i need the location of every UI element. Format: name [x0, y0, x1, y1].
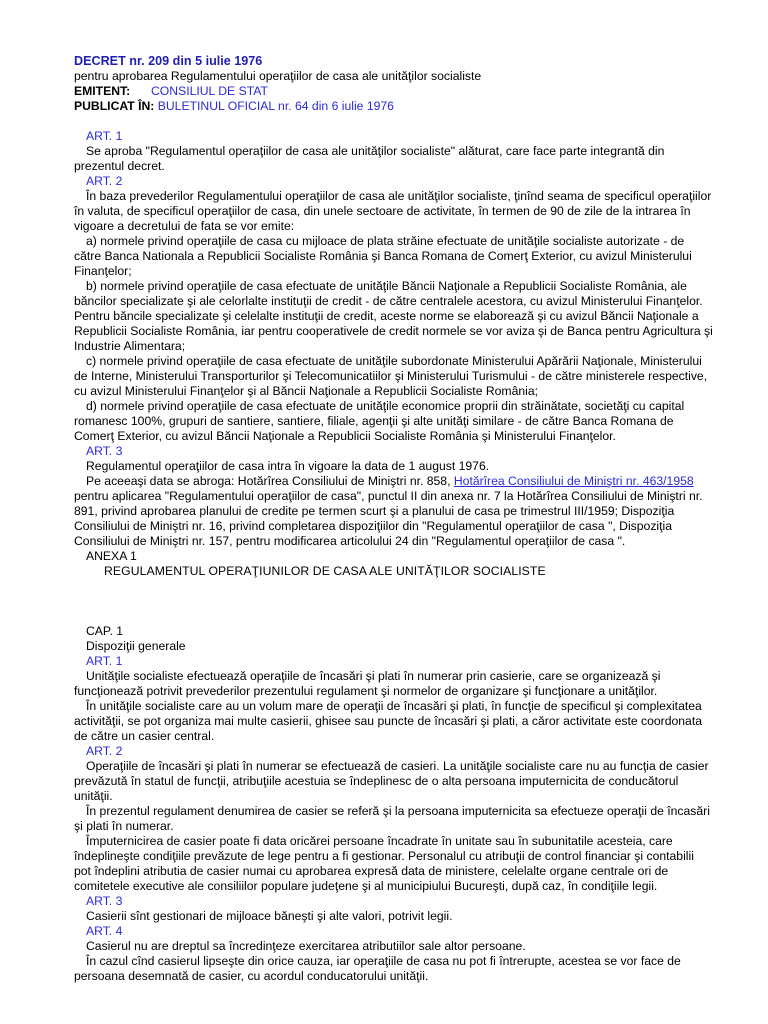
publicat-label: PUBLICAT ÎN: — [74, 99, 155, 113]
decree-art-2-item-b: b) normele privind operaţiile de casa efectuate de unităţile Băncii Naţionale a Republicii Socialiste România, ale băncilor specializate şi ale celorlalte instituţii de credit - de către centralele acestora, cu avizul Ministerului Finanţelor. Pentru băncile specializate şi celelalte instituţii de credit, aceste norme se elaborează şi cu avizul Băncii Naţionale a Republicii Socialiste România, iar pentru cooperativele de credit normele se vor aviza şi de Banca pentru Agricultura şi Industrie Alimentara; — [74, 279, 713, 353]
publicat-value: BULETINUL OFICIAL nr. 64 din 6 iulie 1976 — [157, 99, 394, 113]
reg-art-3-paragraph-1: Casierii sînt gestionari de mijloace băneşti şi alte valori, potrivit legii. — [86, 909, 453, 923]
document-title: DECRET nr. 209 din 5 iulie 1976 — [74, 54, 263, 68]
decree-art-3-text-1: Regulamentul operaţiilor de casa intra în vigoare la data de 1 august 1976. — [86, 459, 490, 473]
annex-label: ANEXA 1 — [86, 549, 137, 563]
reg-art-3-link[interactable]: ART. 3 — [86, 894, 123, 908]
emitent-value: CONSILIUL DE STAT — [150, 84, 268, 98]
reg-art-2-link[interactable]: ART. 2 — [86, 744, 123, 758]
decree-art-3-text-2 — [74, 474, 714, 549]
emitent-label: EMITENT: — [74, 84, 131, 98]
abrogation-text-end: pentru aplicarea "Regulamentului operaţiilor de casa", punctul II din anexa nr. 7 la Hotărîrea Consiliului de Miniştri nr. 891, privind aprobarea planului de credite pe termen scurt şi a planului de casa pe trimestrul III/1959; Dispoziţia Consiliului de Miniştri nr. 16, privind completarea dispoziţiilor din "Regulamentul operaţiilor de casa ", Dispoziţia Consiliului de Miniştri nr. 157, pentru modificarea articolului 24 din "Regulamentul operaţiilor de casa ". — [74, 489, 703, 548]
publicat-line — [74, 99, 714, 114]
decree-art-1-text: Se aproba "Regulamentul operaţiilor de casa ale unităţilor socialiste" alăturat, care face parte integrantă din prezentul decret. — [74, 144, 665, 173]
decree-art-2-item-d: d) normele privind operaţiile de casa efectuate de unităţile economice proprii din străinătate, societăţi cu capital romanesc 100%, grupuri de santiere, santiere, filiale, agenţii şi alte unităţi similare - de către Banca Romana de Comerţ Exterior, cu avizul Băncii Naţionale a Republicii Socialiste România şi Ministerului Finanţelor. — [74, 399, 685, 443]
chapter-title: Dispoziţii generale — [86, 639, 186, 653]
decree-art-2-item-c: c) normele privind operaţiile de casa efectuate de unităţile subordonate Ministerului Apărării Naţionale, Ministerului de Interne, Ministerului Transporturilor şi Telecomunicatiilor şi Ministerului Turismului - de către ministerele respective, cu avizul Ministerului Finanţelor şi al Băncii Naţionale a Republicii Socialiste România; — [74, 354, 708, 398]
emitent-line — [74, 84, 714, 99]
reg-art-4-link[interactable]: ART. 4 — [86, 924, 123, 938]
reg-art-2-paragraph-1: Operaţiile de încasări şi plati în numerar se efectuează de casieri. La unităţile socialiste care nu au funcţia de casier prevăzută în statul de funcţii, atribuţiile acestuia se îndeplinesc de o alta persoana imputernicita de conducătorul unităţii. — [74, 759, 709, 803]
decree-art-2-intro: În baza prevederilor Regulamentului operaţiilor de casa ale unităţilor socialiste, ţinînd seama de specificul operaţiilor în valuta, de specificul operaţiilor de casa, din unele sectoare de activitate, în termen de 90 de zile de la intrarea în vigoare a decretului de fata se vor emite: — [74, 189, 712, 233]
hcm-463-1958-link[interactable]: Hotărîrea Consiliului de Miniştri nr. 463/1958 — [453, 474, 694, 488]
reg-art-4-paragraph-2: În cazul cînd casierul lipseşte din orice cauza, iar operaţiile de casa nu pot fi întrerupte, acestea se vor face de persoana desemnată de casier, cu acordul conducatorului unităţii. — [74, 954, 681, 983]
chapter-number: CAP. 1 — [86, 624, 124, 638]
decree-art-3-link[interactable]: ART. 3 — [86, 444, 123, 458]
abrogation-text-start: Pe aceeaşi data se abroga: Hotărîrea Consiliului de Miniştri nr. 858, — [86, 474, 454, 488]
annex-title: REGULAMENTUL OPERAŢIUNILOR DE CASA ALE UNITĂŢILOR SOCIALISTE — [104, 564, 546, 578]
decree-art-2-item-a: a) normele privind operaţiile de casa cu mijloace de plata străine efectuate de unităţile socialiste autorizate - de către Banca Nationala a Republicii Socialiste România şi Banca Romana de Comerţ Exterior, cu avizul Ministerului Finanţelor; — [74, 234, 692, 278]
reg-art-4-paragraph-1: Casierul nu are dreptul sa încredinţeze exercitarea atributiilor sale altor persoane. — [86, 939, 526, 953]
reg-art-2-paragraph-2: În prezentul regulament denumirea de casier se referă şi la persoana imputernicita sa efectueze operaţii de încasări şi plati în numerar. — [74, 804, 710, 833]
legal-document — [74, 54, 714, 984]
reg-art-1-paragraph-1: Unităţile socialiste efectuează operaţiile de încasări şi plati în numerar prin casierie, care se organizează şi funcţionează potrivit prevederilor prezentului regulament şi normelor de organizare şi funcţionare a unităţilor. — [74, 669, 661, 698]
document-subtitle: pentru aprobarea Regulamentului operaţiilor de casa ale unităţilor socialiste — [74, 69, 482, 83]
decree-art-2-link[interactable]: ART. 2 — [86, 174, 123, 188]
reg-art-1-link[interactable]: ART. 1 — [86, 654, 123, 668]
decree-art-1-link[interactable]: ART. 1 — [86, 129, 123, 143]
reg-art-1-paragraph-2: În unităţile socialiste care au un volum mare de operaţii de încasări şi plati, în funcţie de specificul şi complexitatea activităţii, se pot organiza mai multe casierii, ghisee sau puncte de încasări şi plati, a căror activitate este coordonata de către un casier central. — [74, 699, 702, 743]
reg-art-2-paragraph-3: Împuternicirea de casier poate fi data oricărei persoane încadrate în unitate sau în subunitatile acesteia, care îndeplineşte condiţiile prevăzute de lege pentru a fi gestionar. Personalul cu atribuţii de control financiar şi contabilii pot îndeplini atributia de casier numai cu aprobarea expresă data de ministere, celelalte organe centrale ori de comitetele executive ale consiliilor populare judeţene şi al municipiului Bucureşti, după caz, în condiţiile legii. — [74, 834, 694, 893]
